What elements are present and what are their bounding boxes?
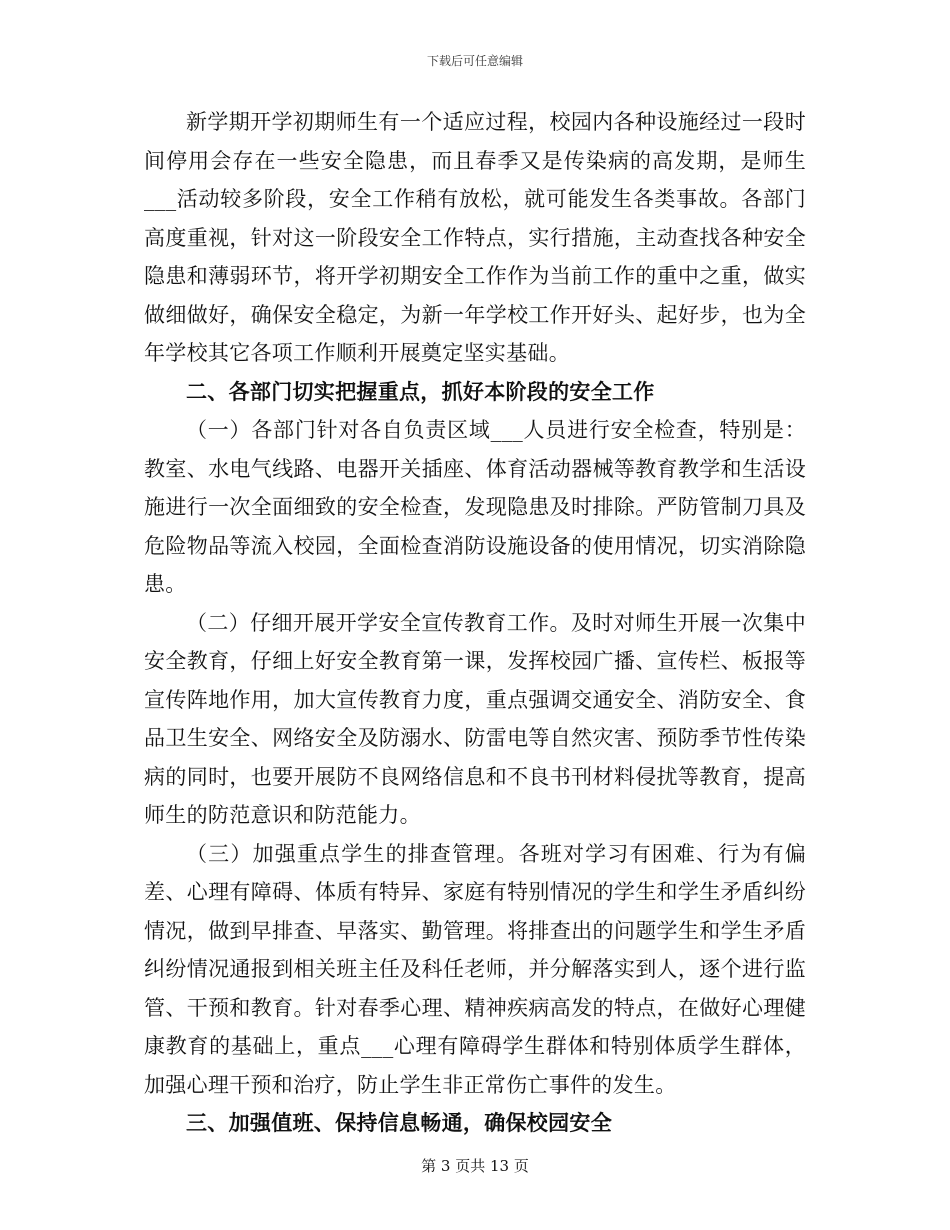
section-heading-2: 二、各部门切实把握重点，抓好本阶段的安全工作 bbox=[186, 378, 655, 404]
page-header: 下载后可任意编辑 bbox=[426, 54, 523, 68]
document-body bbox=[144, 103, 806, 1143]
paragraph-2-2: （二）仔细开展开学安全宣传教育工作。及时对师生开展一次集中安全教育，仔细上好安全教育第一课，发挥校园广播、宣传栏、板报等宣传阵地作用，加大宣传教育力度，重点强调交通安全、消防安全、食品卫生安全、网络安全及防溺水、防雷电等自然灾害、预防季节性传染病的同时，也要开展防不良网络信息和不良书刊材料侵扰等教育，提高师生的防范意识和防范能力。 bbox=[144, 610, 806, 827]
section-heading-3: 三、加强值班、保持信息畅通，确保校园安全 bbox=[186, 1110, 612, 1135]
paragraph-2-3: （三）加强重点学生的排查管理。各班对学习有困难、行为有偏差、心理有障碍、体质有特异、家庭有特别情况的学生和学生矛盾纠纷情况，做到早排查、早落实、勤管理。将排查出的问题学生和学生矛盾纠纷情况通报到相关班主任及科任老师，并分解落实到人，逐个进行监管、干预和教育。针对春季心理、精神疾病高发的特点，在做好心理健康教育的基础上，重点___心理有障碍学生群体和特别体质学生群体，加强心理干预和治疗，防止学生非正常伤亡事件的发生。 bbox=[144, 841, 806, 1097]
paragraph-intro: 新学期开学初期师生有一个适应过程，校园内各种设施经过一段时间停用会存在一些安全隐患，而且春季又是传染病的高发期，是师生___活动较多阶段，安全工作稍有放松，就可能发生各类事故。各部门高度重视，针对这一阶段安全工作特点，实行措施，主动查找各种安全隐患和薄弱环节，将开学初期安全工作作为当前工作的重中之重，做实做细做好，确保安全稳定，为新一年学校工作开好头、起好步，也为全年学校其它各项工作顺利开展奠定坚实基础。 bbox=[144, 110, 806, 365]
page-footer: 第 3 页共 13 页 bbox=[421, 1157, 529, 1175]
paragraph-2-1: （一）各部门针对各自负责区域___人员进行安全检查，特别是：教室、水电气线路、电器开关插座、体育活动器械等教育教学和生活设施进行一次全面细致的安全检查，发现隐患及时排除。严防管制刀具及危险物品等流入校园，全面检查消防设施设备的使用情况，切实消除隐患。 bbox=[144, 418, 806, 596]
